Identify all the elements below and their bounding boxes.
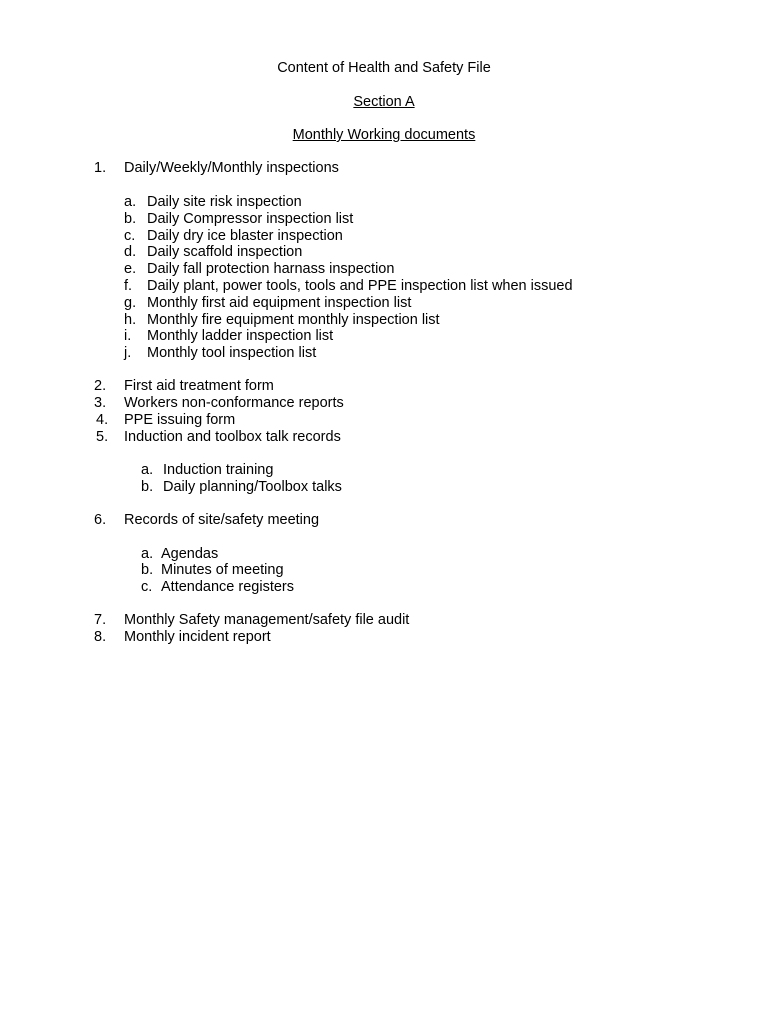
sub-item-text: Daily plant, power tools, tools and PPE inspection list when issued [147, 278, 573, 294]
list-item-number: 3. [94, 395, 107, 411]
list-item-text: Daily/Weekly/Monthly inspections [124, 160, 339, 176]
sub-item-letter: a. [141, 462, 154, 478]
list-item-number: 8. [94, 629, 107, 645]
document-subtitle: Monthly Working documents [292, 127, 476, 143]
list-item-text: Monthly Safety management/safety file audit [124, 612, 410, 628]
list-item-text: Induction and toolbox talk records [124, 429, 341, 445]
list-item-text: Workers non-conformance reports [124, 395, 344, 411]
sub-item-text: Daily site risk inspection [147, 194, 302, 210]
list-item-text: First aid treatment form [124, 378, 274, 394]
sub-item-text: Daily fall protection harnass inspection [147, 261, 395, 277]
list-item-number: 2. [94, 378, 107, 394]
sub-item-text: Monthly ladder inspection list [147, 328, 334, 344]
sub-item-letter: h. [124, 312, 137, 328]
document-title: Content of Health and Safety File [277, 60, 491, 76]
list-item-number: 6. [94, 512, 107, 528]
sub-item-text: Monthly fire equipment monthly inspection list [147, 312, 440, 328]
sub-item-text: Daily planning/Toolbox talks [163, 479, 342, 495]
sub-item-text: Daily dry ice blaster inspection [147, 228, 343, 244]
list-item-number: 7. [94, 612, 107, 628]
list-item-text: PPE issuing form [124, 412, 236, 428]
sub-item-letter: b. [141, 562, 154, 578]
sub-item-text: Monthly first aid equipment inspection list [147, 295, 412, 311]
list-item-number: 4. [96, 412, 109, 428]
sub-item-text: Minutes of meeting [161, 562, 284, 578]
list-item-text: Records of site/safety meeting [124, 512, 320, 528]
list-item-number: 1. [94, 160, 107, 176]
sub-item-letter: b. [124, 211, 137, 227]
sub-item-text: Monthly tool inspection list [147, 345, 317, 361]
sub-item-text: Induction training [163, 462, 274, 478]
sub-item-letter: a. [141, 546, 154, 562]
sub-item-letter: g. [124, 295, 137, 311]
sub-item-letter: c. [141, 579, 153, 595]
sub-item-letter: e. [124, 261, 137, 277]
sub-item-letter: b. [141, 479, 154, 495]
sub-item-letter: d. [124, 244, 137, 260]
sub-item-letter: f. [124, 278, 133, 294]
sub-item-text: Attendance registers [161, 579, 294, 595]
sub-item-letter: c. [124, 228, 136, 244]
sub-item-letter: j. [124, 345, 132, 361]
sub-item-text: Daily scaffold inspection [147, 244, 303, 260]
sub-item-letter: i. [124, 328, 132, 344]
list-item-text: Monthly incident report [124, 629, 271, 645]
sub-item-letter: a. [124, 194, 137, 210]
list-item-number: 5. [96, 429, 109, 445]
sub-item-text: Agendas [161, 546, 219, 562]
section-heading: Section A [353, 94, 415, 110]
sub-item-text: Daily Compressor inspection list [147, 211, 354, 227]
